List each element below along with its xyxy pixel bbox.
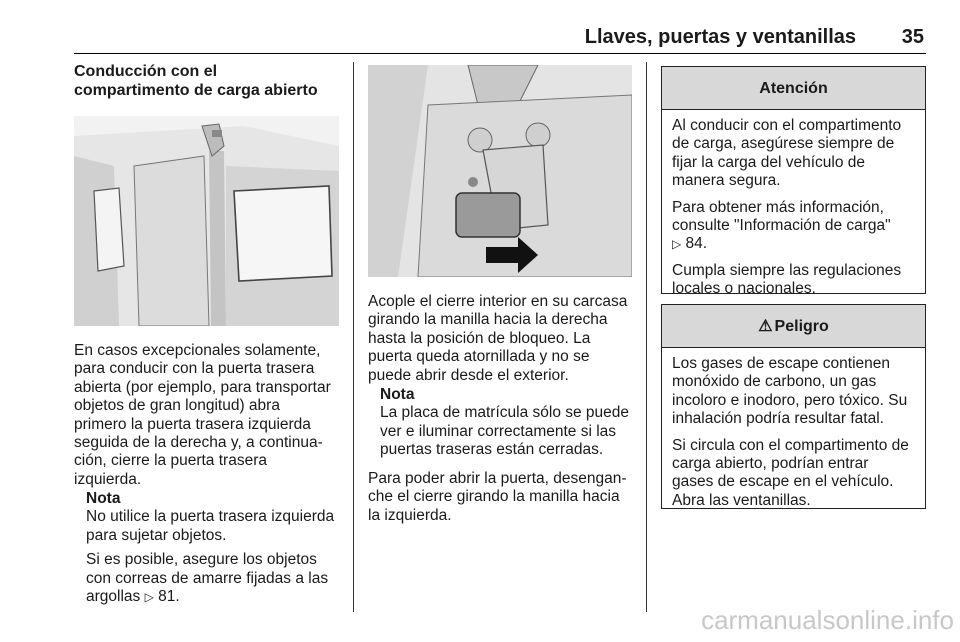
column-divider xyxy=(646,62,647,612)
intro-paragraph: En casos excepcionales solamente, para conducir con la puerta trasera abierta (por ejemplo, para transportar objetos de gran longitud) abra primero la puerta trasera izquierda seguida de la derecha y, a continua- ción, cierre la puerta trasera izquierda. xyxy=(74,342,331,488)
warning-triangle-icon: ⚠ xyxy=(758,318,773,335)
column-divider xyxy=(353,62,354,612)
page-reference-arrow-icon: ▷ xyxy=(144,590,154,605)
danger-box: ⚠ Peligro Los gases de escape contienen monóxido de carbono, un gas incoloro e inodoro, pero tóxico. Su inhalación podría resultar fatal. Si circula con el compartimento de carga abierto, podrían entrar gases de escape en el vehículo. Abra las ventanillas. xyxy=(661,304,926,509)
attention-box: Atención Al conducir con el compartimento de carga, asegúrese siempre de fijar la carga del vehículo de manera segura. Para obtener más información, consulte "Información de carga" ▷ 84. Cumpla siempre las regulaciones locales o nacionales. xyxy=(661,66,926,294)
latch-paragraph: Acople el cierre interior en su carcasa girando la manilla hacia la derecha hasta la posición de bloqueo. La puerta queda atornillada y no se puede abrir desde el exterior. xyxy=(368,293,628,384)
page-reference-arrow-icon: ▷ xyxy=(672,237,682,252)
note-block: Nota La placa de matrícula sólo se puede ver e iluminar correctamente si las puertas traseras están cerradas. xyxy=(368,386,634,460)
page-header xyxy=(74,24,926,54)
note-heading: Nota xyxy=(86,490,121,507)
watermark: carmanualsonline.info xyxy=(701,605,954,635)
page-reference-link[interactable]: 84. xyxy=(685,235,708,253)
section-title: Conducción con el compartimento de carga abierto xyxy=(74,63,318,99)
attention-title: Atención xyxy=(662,67,925,110)
page-number: 35 xyxy=(901,26,924,48)
note-heading: Nota xyxy=(380,386,415,403)
header-title: Llaves, puertas y ventanillas xyxy=(584,26,856,48)
door-latch-illustration xyxy=(368,65,632,277)
danger-title: Peligro xyxy=(774,318,829,335)
cargo-doors-illustration xyxy=(74,116,339,326)
page-reference-link[interactable]: 81. xyxy=(158,588,180,606)
note-block: Nota No utilice la puerta trasera izquierda para sujetar objetos. Si es posible, asegure los objetos con correas de amarre fijadas a las argollas ▷ 81. xyxy=(74,490,340,606)
column-left xyxy=(74,62,340,100)
unlock-paragraph: Para poder abrir la puerta, desengan- che el cierre girando la manilla hacia la izquierda. xyxy=(368,470,627,524)
